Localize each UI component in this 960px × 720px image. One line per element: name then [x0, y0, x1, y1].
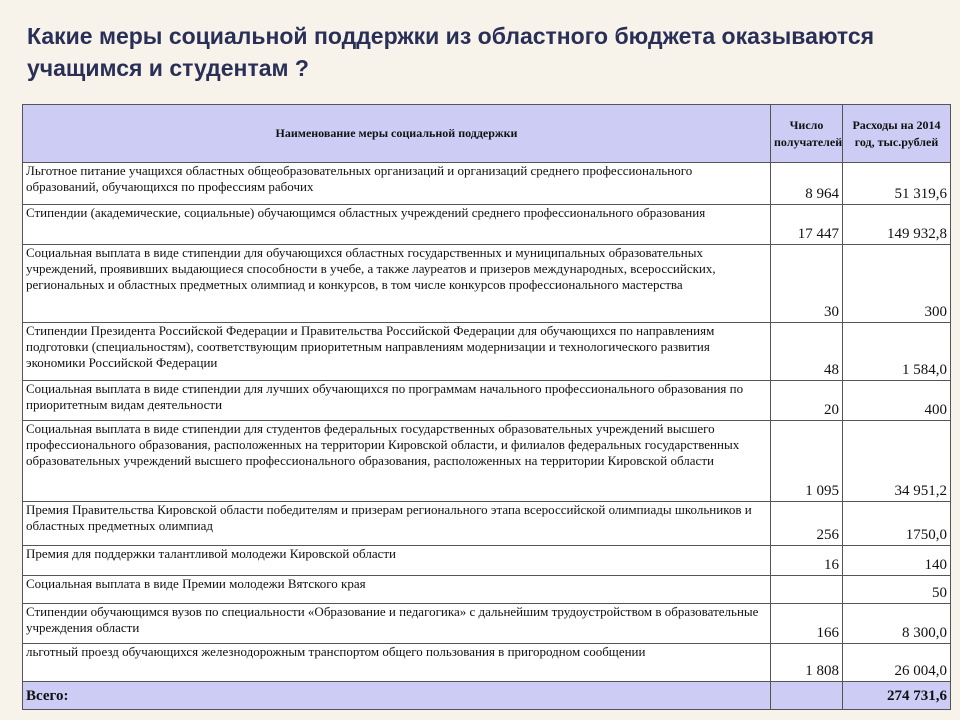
measure-name: Стипендии (академические, социальные) обучающимся областных учреждений среднего профессионального образования [23, 205, 771, 245]
support-measures-table [22, 104, 951, 710]
total-count [771, 682, 843, 710]
expenses-value: 140 [843, 545, 951, 575]
measure-name: Стипендии Президента Российской Федерации и Правительства Российской Федерации для обучающихся по направлениям подготовки (специальностям), соответствующим приоритетным направлениям модернизации и технологического развития экономики Российской Федерации [23, 323, 771, 381]
measure-name: Премия для поддержки талантливой молодежи Кировской области [23, 545, 771, 575]
recipients-count [771, 575, 843, 603]
table-row [23, 545, 951, 575]
total-label: Всего: [23, 682, 771, 710]
table-row [23, 205, 951, 245]
measure-name: льготный проезд обучающихся железнодорожным транспортом общего пользования в пригородном сообщении [23, 643, 771, 681]
expenses-value: 8 300,0 [843, 603, 951, 643]
measure-name: Стипендии обучающимся вузов по специальности «Образование и педагогика» с дальнейшим трудоустройством в образовательные учреждения области [23, 603, 771, 643]
recipients-count: 8 964 [771, 163, 843, 205]
recipients-count: 17 447 [771, 205, 843, 245]
table-header-row [23, 105, 951, 163]
measure-name: Премия Правительства Кировской области победителям и призерам регионального этапа всероссийской олимпиады школьников и областных предметных олимпиад [23, 501, 771, 545]
page-title: Какие меры социальной поддержки из областного бюджета оказываются учащимся и студентам ? [27, 23, 875, 81]
recipients-count: 256 [771, 501, 843, 545]
expenses-value: 50 [843, 575, 951, 603]
table-row [23, 381, 951, 421]
support-measures-table-wrapper [22, 104, 950, 710]
expenses-value: 26 004,0 [843, 643, 951, 681]
table-row [23, 245, 951, 323]
table-row [23, 501, 951, 545]
measure-name: Социальная выплата в виде стипендии для обучающихся областных государственных и муниципальных образовательных учреждений, проявивших выдающиеся способности в учебе, а также лауреатов и призеров международных, всероссийских, региональных и областных предметных олимпиад и конкурсов, в том числе конкурсов профессионального мастерства [23, 245, 771, 323]
table-row [23, 163, 951, 205]
table-row [23, 603, 951, 643]
recipients-count: 20 [771, 381, 843, 421]
measure-name: Социальная выплата в виде Премии молодежи Вятского края [23, 575, 771, 603]
total-expenses: 274 731,6 [843, 682, 951, 710]
recipients-count: 1 808 [771, 643, 843, 681]
total-row [23, 682, 951, 710]
expenses-value: 400 [843, 381, 951, 421]
measure-name: Социальная выплата в виде стипендии для лучших обучающихся по программам начального профессионального образования по приоритетным видам деятельности [23, 381, 771, 421]
header-expenses: Расходы на 2014 год, тыс.рублей [843, 105, 951, 163]
header-recipients-count: Число получателей [771, 105, 843, 163]
recipients-count: 48 [771, 323, 843, 381]
expenses-value: 300 [843, 245, 951, 323]
expenses-value: 149 932,8 [843, 205, 951, 245]
measure-name: Социальная выплата в виде стипендии для студентов федеральных государственных образовательных учреждений высшего профессионального образования, расположенных на территории Кировской области, и филиалов федеральных государственных образовательных учреждений высшего профессионального образования, расположенных на территории Кировской области [23, 421, 771, 501]
header-measure-name: Наименование меры социальной поддержки [23, 105, 771, 163]
recipients-count: 16 [771, 545, 843, 575]
table-row [23, 575, 951, 603]
measure-name: Льготное питание учащихся областных общеобразовательных организаций и организаций среднего профессионального образований, обучающихся по профессиям рабочих [23, 163, 771, 205]
expenses-value: 34 951,2 [843, 421, 951, 501]
table-row [23, 421, 951, 501]
table-row [23, 643, 951, 681]
expenses-value: 1 584,0 [843, 323, 951, 381]
recipients-count: 166 [771, 603, 843, 643]
recipients-count: 1 095 [771, 421, 843, 501]
expenses-value: 1750,0 [843, 501, 951, 545]
table-row [23, 323, 951, 381]
expenses-value: 51 319,6 [843, 163, 951, 205]
recipients-count: 30 [771, 245, 843, 323]
